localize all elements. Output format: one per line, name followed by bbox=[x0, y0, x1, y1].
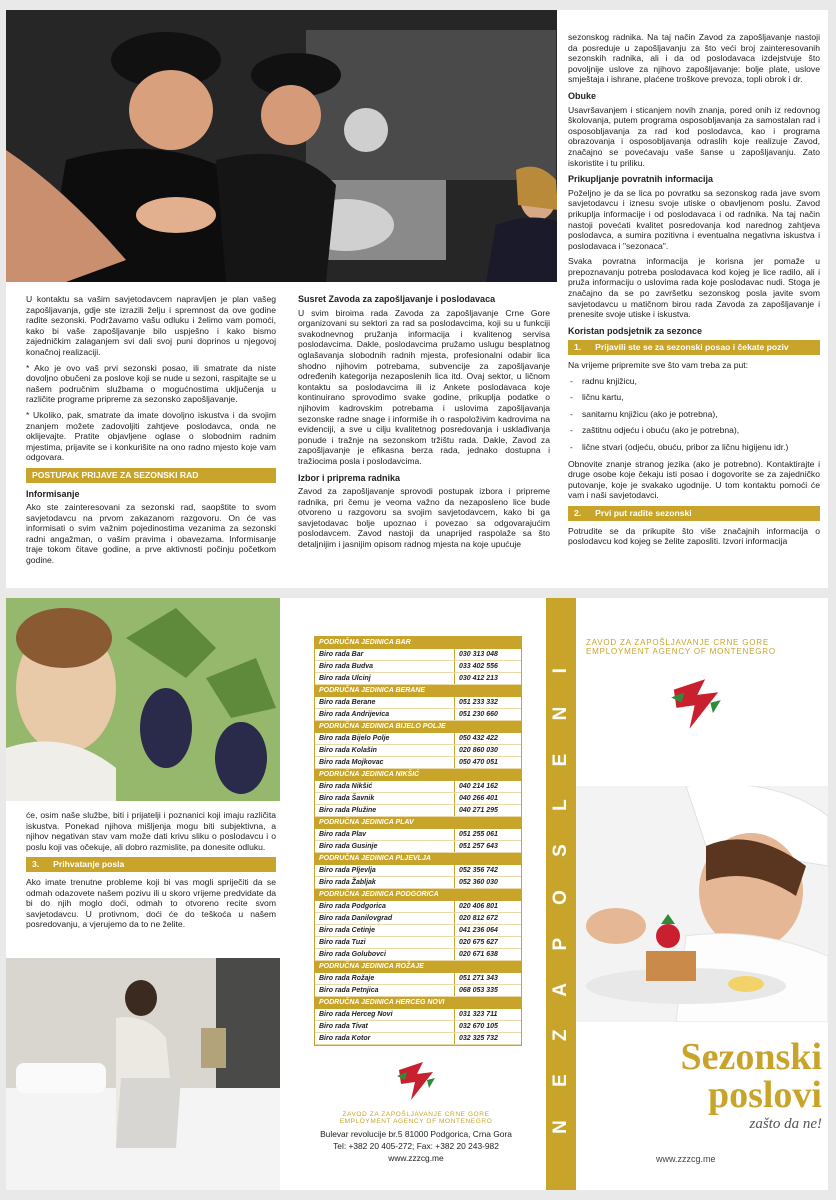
office-phone: 032 670 105 bbox=[459, 1023, 498, 1030]
office-phone: 050 470 051 bbox=[459, 759, 498, 766]
office-name: Biro rada Gusinje bbox=[315, 841, 455, 852]
table-row bbox=[315, 973, 521, 985]
office-name: Biro rada Tivat bbox=[315, 1021, 455, 1032]
vertical-title: N E Z A P O S L E N I bbox=[550, 654, 571, 1134]
table-row bbox=[315, 697, 521, 709]
table-row bbox=[315, 805, 521, 817]
office-phone: 040 214 162 bbox=[459, 783, 498, 790]
vertical-gold-strip bbox=[546, 598, 576, 1190]
unit-header: PODRUČNA JEDINICA BERANE bbox=[315, 685, 521, 697]
agency-logo bbox=[393, 1058, 439, 1104]
potrudite-text: Potrudite se da prikupite što više značajnih informacija o poslodavcu kod kojeg se želite zaposliti. Izvori informacija bbox=[568, 525, 820, 547]
informisanje-text: Ako ste zainteresovani za sezonski rad, saopštite to svom savjetodavcu na prvom zakazanom razgovoru. On će vas informisati o svim važnim pojedinostima vezanima za sezonski radni angažman, o vašim pravima i obavezama. Informisanje traje tokom čitave godine, a prve aktivnosti počinju početkom godine. bbox=[26, 502, 276, 566]
table-row bbox=[315, 733, 521, 745]
list-item: - zaštitnu odjeću i obuću (ako je potrebna), bbox=[568, 425, 820, 436]
office-phone: 051 233 332 bbox=[459, 699, 498, 706]
grapes-photo bbox=[6, 598, 280, 801]
list-item: - sanitarnu knjižicu (ako je potrebna), bbox=[568, 409, 820, 420]
table-row bbox=[315, 925, 521, 937]
office-name: Biro rada Plužine bbox=[315, 805, 455, 816]
office-name: Biro rada Pljevlja bbox=[315, 865, 455, 876]
website: www.zzzcg.me bbox=[388, 1153, 444, 1163]
table-row bbox=[315, 937, 521, 949]
list-item: - ličnu kartu, bbox=[568, 392, 820, 403]
office-name: Biro rada Petnjica bbox=[315, 985, 455, 996]
office-phone: 020 406 801 bbox=[459, 903, 498, 910]
title-line-2: poslovi bbox=[707, 1074, 822, 1116]
unit-header: PODRUČNA JEDINICA PODGORICA bbox=[315, 889, 521, 901]
bar-1-label: Prijavili ste se za sezonski posao i čekate poziv bbox=[595, 342, 789, 353]
office-name: Biro rada Plav bbox=[315, 829, 455, 840]
heading-informisanje: Informisanje bbox=[26, 488, 80, 499]
unit-header: PODRUČNA JEDINICA NIKŠIĆ bbox=[315, 769, 521, 781]
office-name: Biro rada Cetinje bbox=[315, 925, 455, 936]
office-name: Biro rada Šavnik bbox=[315, 793, 455, 804]
office-name: Biro rada Žabljak bbox=[315, 877, 455, 888]
office-name: Biro rada Danilovgrad bbox=[315, 913, 455, 924]
office-name: Biro rada Mojkovac bbox=[315, 757, 455, 768]
obuke-text: Usavršavanjem i sticanjem novih znanja, pored onih iz redovnog školovanja, putem programa osposobljavanja za samostalan rad i osposobljavanja za rad kod poslodavca, kao i programa obrazovanja i osposobljavanja odraslih koje realizuje Zavod, značajno se povećavaju vaše šanse u zapošljavanju. Zato iskoristite i tu priliku. bbox=[568, 104, 820, 168]
unit-header: PODRUČNA JEDINICA PLJEVLJA bbox=[315, 853, 521, 865]
maid-photo bbox=[6, 958, 280, 1190]
cover-website: www.zzzcg.me bbox=[656, 1154, 716, 1164]
column-1 bbox=[26, 294, 276, 571]
bar-1-number: 1. bbox=[574, 342, 582, 353]
col3-start-text: sezonskog radnika. Na taj način Zavod za zapošljavanje nastoji da posreduje u zapošljavanju za što veći broj zainteresovanih sezonskih radnika, ali i da od poslodavaca izdejstvuje što povoljnije uslove za njihovo zapošljavanje: bolje plate, uslove smještaja i ishrane, plaćene troškove prevoza, topli obrok i dr. bbox=[568, 32, 820, 85]
office-phone: 020 675 627 bbox=[459, 939, 498, 946]
izbor-text: Zavod za zapošljavanje sprovodi postupak izbora i pripreme radnika, pri čemu je veoma važno da nezaposleno lice bude otvoreno u razgovoru sa svojim savjetodavcem, kako bi ga savjetodavac bolje upoznao i povezao sa odgovarajućim poslodavcem. Zavod nastoji da unaprijed raspolaže sa što detaljnijim i jasnijim opisom radnog mjesta na koje upućuje bbox=[298, 486, 550, 550]
office-phone: 052 356 742 bbox=[459, 867, 498, 874]
office-phone: 040 266 401 bbox=[459, 795, 498, 802]
bar-3-label: Prihvatanje posla bbox=[53, 859, 125, 870]
table-row bbox=[315, 901, 521, 913]
office-phone: 052 360 030 bbox=[459, 879, 498, 886]
phone-fax: Tel: +382 20 405-272; Fax: +382 20 243-982 bbox=[333, 1141, 499, 1151]
table-row bbox=[315, 709, 521, 721]
bar-3-number: 3. bbox=[32, 859, 40, 870]
inside-spread bbox=[6, 10, 828, 588]
office-phone: 033 402 556 bbox=[459, 663, 498, 670]
outside-spread bbox=[6, 598, 828, 1190]
office-name: Biro rada Golubovci bbox=[315, 949, 455, 960]
office-name: Biro rada Andrijevica bbox=[315, 709, 455, 720]
cover-agency-line-1: ZAVOD ZA ZAPOŠLJAVANJE CRNE GORE bbox=[586, 638, 769, 647]
heading-susret: Susret Zavoda za zapošljavanje i poslodavaca bbox=[298, 294, 496, 304]
office-phone: 051 271 343 bbox=[459, 975, 498, 982]
office-phone: 030 313 048 bbox=[459, 651, 498, 658]
office-name: Biro rada Kotor bbox=[315, 1033, 455, 1044]
office-name: Biro rada Podgorica bbox=[315, 901, 455, 912]
heading-obuke: Obuke bbox=[568, 90, 597, 101]
table-row bbox=[315, 673, 521, 685]
intro-paragraph-3: * Ukoliko, pak, smatrate da imate dovoljno iskustva i da svojim znanjem možete zadovoljiti zahtjeve poslodavca, onda ne oklijevajte. Pratite objavljene oglase o slobodnim radnim mjestima, prijavite se i konkurišite na ono radno mjesto koje vam odgovara. bbox=[26, 409, 276, 463]
office-phone: 051 230 660 bbox=[459, 711, 498, 718]
heading-podsjetnik: Koristan podsjetnik za sezonce bbox=[568, 325, 703, 336]
table-row bbox=[315, 913, 521, 925]
cover-agency-line-2: EMPLOYMENT AGENCY OF MONTENEGRO bbox=[586, 647, 776, 656]
bar-2-number: 2. bbox=[574, 507, 582, 518]
list-item: - radnu knjižicu, bbox=[568, 376, 820, 387]
cover-subtitle: zašto da ne! bbox=[749, 1116, 822, 1132]
office-phone: 040 271 295 bbox=[459, 807, 498, 814]
bar-2-label: Prvi put radite sezonski bbox=[595, 507, 692, 518]
table-row bbox=[315, 661, 521, 673]
office-phone: 051 257 643 bbox=[459, 843, 498, 850]
office-phone: 031 323 711 bbox=[459, 1011, 498, 1018]
povratne-text-2: Svaka povratna informacija je korisna jer pomaže u prepoznavanju potreba poslodavaca kod kojeg je lice radilo, ali i pruža informaciju o uslovima rada koje poslodavac nudi. Stoga je značajno da se po završetku sezonskog posla javite svom savjetodavcu u matičnom birou rada Zavoda za zapošljavanje i prenesite svoje utiske i iskustva. bbox=[568, 256, 820, 320]
table-row bbox=[315, 877, 521, 889]
office-name: Biro rada Rožaje bbox=[315, 973, 455, 984]
cover-header bbox=[586, 638, 822, 656]
offices-table bbox=[314, 636, 522, 1046]
office-phone: 020 860 030 bbox=[459, 747, 498, 754]
pastry-chef-illustration bbox=[576, 786, 828, 1022]
footer-logo-block bbox=[296, 1058, 536, 1163]
obnovite-text: Obnovite znanje stranog jezika (ako je potrebno). Kontaktirajte i druge osobe koje čekaju isti posao i dogovorite se za zajedničko putovanje, koje je svakako ugodnije. U tom kontaktu pomoći će vam i naši savjetodavci. bbox=[568, 458, 820, 501]
cover-logo bbox=[666, 674, 726, 734]
office-name: Biro rada Berane bbox=[315, 697, 455, 708]
title-line-1: Sezonski bbox=[680, 1036, 822, 1078]
table-row bbox=[315, 865, 521, 877]
unit-header: PODRUČNA JEDINICA BIJELO POLJE bbox=[315, 721, 521, 733]
office-name: Biro rada Bar bbox=[315, 649, 455, 660]
susret-text: U svim biroima rada Zavoda za zapošljavanje Crne Gore organizovani su sektori za rad sa poslodavcima, koji su u funkciji svakodnevnog pružanja informacija i kvalitenog servisa poslodavcima. Dakle, poslodavcima pružamo uslugu besplatnog oglašavanja slobodnih radnih mjesta, profesionalni odabir lica shodno njihovim potrebama, subvencije za zapošljavanje određenih kategorija nezaposlenih lica itd. Ovaj sektor, u ličnom kontaktu sa poslodavcima ili iz Ankete poslodavaca koje kontinuirano sprovodimo svake godine, prikuplja podatke o njihovim kadrovskim potrebama i uslovima zapošljavanja sezonske radne snage i informiše ih o raspoloživim kadrovima na evidenciji, a sve u cilju kvalitetnog posredovanja i usklađivanja ponude i tražnje na sezonskom tržištu rada. Dakle, Zavod za zapošljavanje je efikasna berza rada, jednako dostupna i tražiocima posla i poslodavcima. bbox=[298, 307, 550, 466]
table-row bbox=[315, 1009, 521, 1021]
column-2 bbox=[298, 294, 550, 555]
table-row bbox=[315, 1021, 521, 1033]
heading-povratne: Prikupljanje povratnih informacija bbox=[568, 174, 714, 185]
section-bar-3 bbox=[26, 857, 276, 872]
section-bar-1 bbox=[568, 340, 820, 355]
unit-header: PODRUČNA JEDINICA HERCEG NOVI bbox=[315, 997, 521, 1009]
office-phone: 051 255 061 bbox=[459, 831, 498, 838]
office-phone: 068 053 335 bbox=[459, 987, 498, 994]
povratne-text-1: Poželjno je da se lica po povratku sa sezonskog rada jave svom savjetodavcu i iznesu svoje utiske o obavljenom poslu. Zavod prikuplja informacije i od poslodavaca i od radnika. Na taj način nastoji povećati kvalitet posredovanja kod narednog zahtjeva poslodavca, a sumira pozitivna i eventualna negativna iskustva i poslodavaca i "sezonaca". bbox=[568, 187, 820, 251]
office-phone: 020 671 638 bbox=[459, 951, 498, 958]
section-bar-postupak: POSTUPAK PRIJAVE ZA SEZONSKI RAD bbox=[26, 468, 276, 483]
heading-izbor: Izbor i priprema radnika bbox=[298, 472, 401, 483]
table-row bbox=[315, 841, 521, 853]
office-phone: 020 812 672 bbox=[459, 915, 498, 922]
unit-header: PODRUČNA JEDINICA PLAV bbox=[315, 817, 521, 829]
address: Bulevar revolucije br.5 81000 Podgorica, Crna Gora bbox=[320, 1129, 512, 1139]
chefs-illustration bbox=[6, 10, 557, 282]
left-text: će, osim naše službe, biti i prijatelji i poznanici koji imaju različita iskustva. Ponekad njihova mišljenja mogu biti subjektivna, a njihov negativan stav vam može dati krivu sliku o poslodavcu i o poslu koji vas očekuje, ali dobro razmislite, pa donesite odluku. bbox=[26, 810, 276, 852]
table-row bbox=[315, 649, 521, 661]
table-row bbox=[315, 757, 521, 769]
office-name: Biro rada Nikšić bbox=[315, 781, 455, 792]
table-row bbox=[315, 745, 521, 757]
unit-header: PODRUČNA JEDINICA ROŽAJE bbox=[315, 961, 521, 973]
office-name: Biro rada Tuzi bbox=[315, 937, 455, 948]
office-name: Biro rada Budva bbox=[315, 661, 455, 672]
table-row bbox=[315, 781, 521, 793]
unit-header: PODRUČNA JEDINICA BAR bbox=[315, 637, 521, 649]
office-phone: 032 325 732 bbox=[459, 1035, 498, 1042]
maid-illustration bbox=[6, 958, 280, 1190]
office-name: Biro rada Bijelo Polje bbox=[315, 733, 455, 744]
cover-title bbox=[586, 1038, 822, 1133]
prihvatanje-text: Ako imate trenutne probleme koji bi vas mogli spriječiti da se odmah odazovete našem pozivu ili u skoro vrijeme predvidate da bi do njih moglo doći, odmah to otvoreno recite svom savjetodavcu. U protivnom, doći će do teškoća u našem posredovanju, a vjerujemo da to ne želite. bbox=[26, 876, 276, 930]
office-name: Biro rada Herceg Novi bbox=[315, 1009, 455, 1020]
office-name: Biro rada Ulcinj bbox=[315, 673, 455, 684]
pastry-chef-photo bbox=[576, 786, 828, 1022]
logo-line-1: ZAVOD ZA ZAPOŠLJAVANJE CRNE GORE bbox=[342, 1111, 490, 1118]
table-row bbox=[315, 1033, 521, 1045]
grapes-illustration bbox=[6, 598, 280, 801]
logo-line-2: EMPLOYMENT AGENCY OF MONTENEGRO bbox=[339, 1118, 493, 1125]
intro-paragraph-1: U kontaktu sa vašim savjetodavcem napravljen je plan vašeg zapošljavanja, gdje ste izrazili želju i spremnost da ove godine radite sezonski. Podržavamo vašu odluku i želimo vam pomoći, kako bi vaše zapošljavanje bilo uspješno i kako bismo zajedničkim zalaganjem svi dali svoj puni doprinos u njegovoj konačnoj realizaciji. bbox=[26, 294, 276, 357]
table-row bbox=[315, 949, 521, 961]
intro-paragraph-2: * Ako je ovo vaš prvi sezonski posao, ili smatrate da niste dovoljno obučeni za poslove koji se nude u sezoni, raspitajte se u našem područnim službama o mogućnostima uključenja u različite programe pripreme za sezonsko zapošljavanje. bbox=[26, 362, 276, 405]
office-phone: 050 432 422 bbox=[459, 735, 498, 742]
office-name: Biro rada Kolašin bbox=[315, 745, 455, 756]
column-3 bbox=[568, 32, 820, 552]
back-left-column bbox=[26, 810, 276, 935]
table-row bbox=[315, 829, 521, 841]
pripremite-text: Na vrijeme pripremite sve što vam treba za put: bbox=[568, 360, 749, 371]
packing-list bbox=[568, 376, 820, 453]
office-phone: 041 236 064 bbox=[459, 927, 498, 934]
table-row bbox=[315, 985, 521, 997]
table-row bbox=[315, 793, 521, 805]
section-bar-2 bbox=[568, 506, 820, 521]
chefs-photo bbox=[6, 10, 557, 282]
office-phone: 030 412 213 bbox=[459, 675, 498, 682]
list-item: - lične stvari (odjeću, obuću, pribor za ličnu higijenu idr.) bbox=[568, 442, 820, 453]
